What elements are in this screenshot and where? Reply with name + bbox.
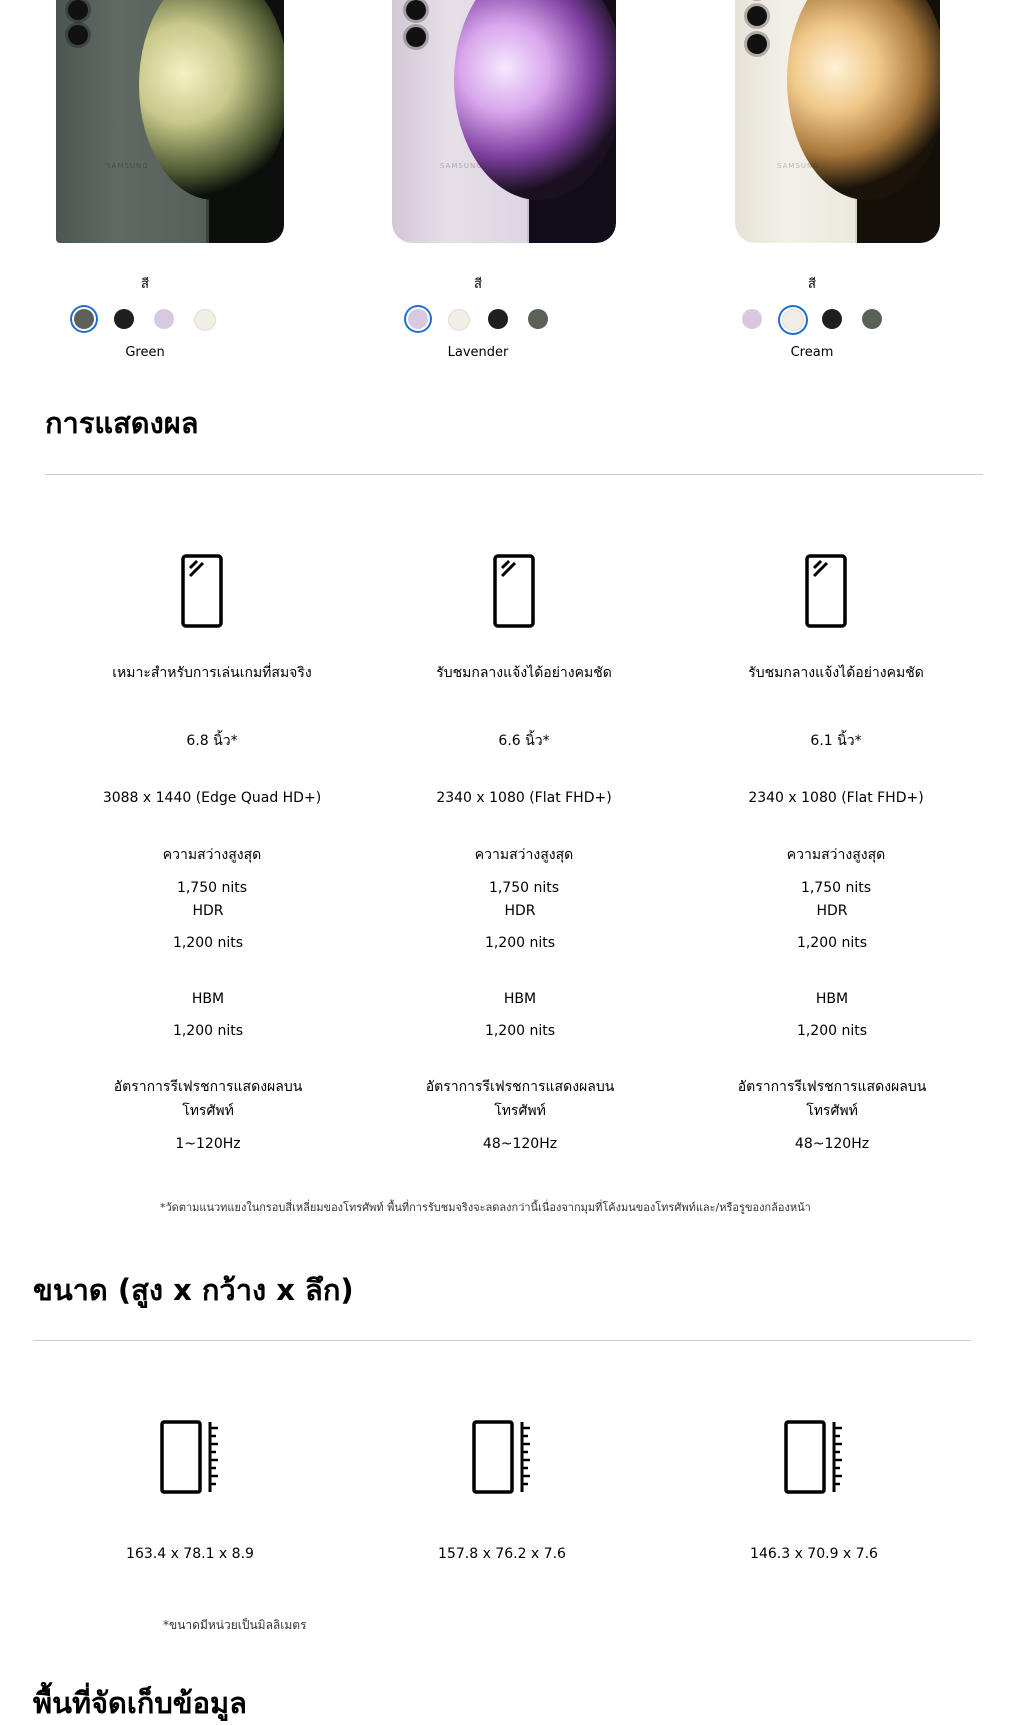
refresh-rate-label: อัตราการรีเฟรชการแสดงผลบน (113, 1079, 303, 1095)
hdr-label: HDR (816, 903, 848, 919)
hbm-value: 1,200 nits (796, 1023, 868, 1039)
hbm-label: HBM (815, 991, 849, 1007)
phone-image-cream (735, 0, 940, 243)
hbm-value: 1,200 nits (172, 1023, 244, 1039)
peak-brightness-label: ความสว่างสูงสุด (786, 847, 886, 863)
phone-display-icon (493, 554, 535, 628)
hbm-label: HBM (191, 991, 225, 1007)
screen-size: 6.6 นิ้ว* (498, 733, 550, 749)
section-divider (45, 474, 983, 475)
swatch-black[interactable] (114, 309, 134, 329)
swatch-lavender[interactable] (154, 309, 174, 329)
swatch-cream[interactable] (448, 309, 470, 331)
display-headline: รับชมกลางแจ้งได้อย่างคมชัด (436, 665, 612, 681)
hdr-value: 1,200 nits (484, 935, 556, 951)
swatch-lavender[interactable] (742, 309, 762, 329)
selected-color-name: Lavender (447, 345, 509, 360)
screen-size: 6.1 นิ้ว* (810, 733, 862, 749)
screen-size: 6.8 นิ้ว* (186, 733, 238, 749)
phone-image-green (56, 0, 284, 243)
swatch-black[interactable] (822, 309, 842, 329)
phone-ruler-icon (784, 1420, 844, 1494)
swatch-green[interactable] (862, 309, 882, 329)
selected-color-name: Cream (790, 345, 834, 360)
phone-ruler-icon (472, 1420, 532, 1494)
hdr-label: HDR (192, 903, 224, 919)
section-title-dimensions: ขนาด (สูง x กว้าง x ลึก) (33, 1273, 354, 1307)
resolution: 2340 x 1080 (Flat FHD+) (748, 790, 924, 806)
hdr-value: 1,200 nits (796, 935, 868, 951)
refresh-rate-label: โทรศัพท์ (494, 1103, 546, 1119)
resolution: 3088 x 1440 (Edge Quad HD+) (102, 790, 322, 806)
section-title-display: การแสดงผล (45, 406, 199, 440)
hbm-value: 1,200 nits (484, 1023, 556, 1039)
refresh-rate-value: 1~120Hz (175, 1136, 241, 1152)
display-headline: เหมาะสำหรับการเล่นเกมที่สมจริง (112, 665, 312, 681)
swatch-cream[interactable] (782, 309, 804, 331)
refresh-rate-label: อัตราการรีเฟรชการแสดงผลบน (737, 1079, 927, 1095)
phone-display-icon (181, 554, 223, 628)
refresh-rate-value: 48~120Hz (482, 1136, 558, 1152)
swatch-cream[interactable] (194, 309, 216, 331)
swatch-green[interactable] (528, 309, 548, 329)
color-label: สี (808, 277, 816, 292)
swatch-black[interactable] (488, 309, 508, 329)
dimension-value: 163.4 x 78.1 x 8.9 (126, 1546, 254, 1562)
phone-ruler-icon (160, 1420, 220, 1494)
hdr-value: 1,200 nits (172, 935, 244, 951)
swatch-green[interactable] (74, 309, 94, 329)
peak-brightness-value: 1,750 nits (176, 880, 248, 896)
peak-brightness-label: ความสว่างสูงสุด (474, 847, 574, 863)
swatch-lavender[interactable] (408, 309, 428, 329)
samsung-logo: SAMSUNG (106, 162, 149, 170)
color-swatch-group (408, 309, 558, 337)
dimension-value: 146.3 x 70.9 x 7.6 (750, 1546, 878, 1562)
peak-brightness-value: 1,750 nits (488, 880, 560, 896)
resolution: 2340 x 1080 (Flat FHD+) (436, 790, 612, 806)
color-swatch-group (742, 309, 892, 337)
color-label: สี (474, 277, 482, 292)
dimensions-footnote: *ขนาดมีหน่วยเป็นมิลลิเมตร (163, 1618, 307, 1632)
refresh-rate-label: โทรศัพท์ (182, 1103, 234, 1119)
dimension-value: 157.8 x 76.2 x 7.6 (438, 1546, 566, 1562)
samsung-logo: SAMSUNG (440, 162, 483, 170)
color-swatch-group (74, 309, 224, 337)
refresh-rate-value: 48~120Hz (794, 1136, 870, 1152)
section-divider (33, 1340, 971, 1341)
color-label: สี (141, 277, 149, 292)
section-title-storage: พื้นที่จัดเก็บข้อมูล (33, 1686, 247, 1720)
display-footnote: *วัดตามแนวทแยงในกรอบสี่เหลี่ยมของโทรศัพท์ พื้นที่การรับชมจริงจะลดลงกว่านี้เนื่องจากมุมที่โค้งมนของโทรศัพท์และ/หรือรูของกล้องหน้า (160, 1201, 811, 1214)
hbm-label: HBM (503, 991, 537, 1007)
peak-brightness-label: ความสว่างสูงสุด (162, 847, 262, 863)
phone-image-lavender (392, 0, 616, 243)
refresh-rate-label: อัตราการรีเฟรชการแสดงผลบน (425, 1079, 615, 1095)
phone-display-icon (805, 554, 847, 628)
display-headline: รับชมกลางแจ้งได้อย่างคมชัด (748, 665, 924, 681)
selected-color-name: Green (125, 345, 165, 360)
peak-brightness-value: 1,750 nits (800, 880, 872, 896)
refresh-rate-label: โทรศัพท์ (806, 1103, 858, 1119)
hdr-label: HDR (504, 903, 536, 919)
samsung-logo: SAMSUNG (777, 162, 820, 170)
